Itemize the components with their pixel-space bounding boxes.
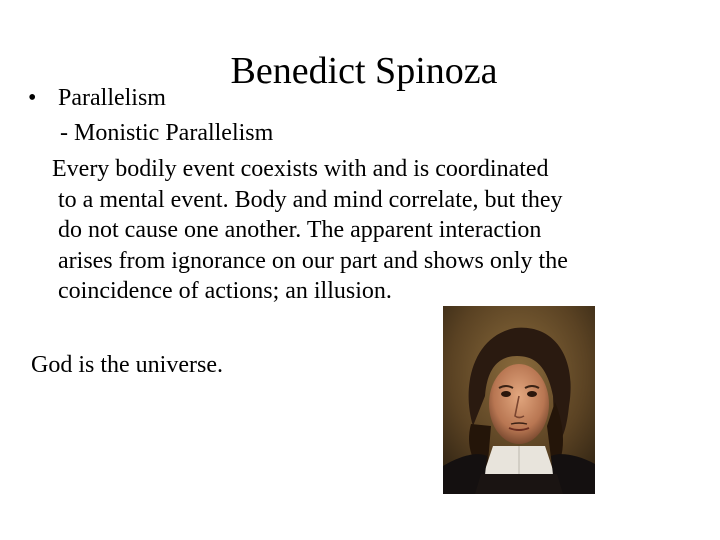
bullet-text: Parallelism	[58, 85, 166, 111]
body-line: coincidence of actions; an illusion.	[58, 278, 392, 304]
body-line: to a mental event. Body and mind correlate, but they	[58, 186, 563, 213]
subpoint-text: - Monistic Parallelism	[60, 120, 274, 146]
body-paragraph	[46, 154, 676, 307]
bullet-marker: •	[28, 85, 37, 111]
bullet-item	[28, 84, 166, 112]
body-line: Every bodily event coexists with and is coordinated	[52, 156, 549, 182]
spinoza-portrait	[443, 306, 595, 494]
body-line: do not cause one another. The apparent interaction	[58, 217, 542, 243]
body-line: arises from ignorance on our part and shows only the	[58, 247, 568, 274]
slide-title: Benedict Spinoza	[230, 50, 498, 92]
closing-statement: God is the universe.	[31, 352, 223, 378]
